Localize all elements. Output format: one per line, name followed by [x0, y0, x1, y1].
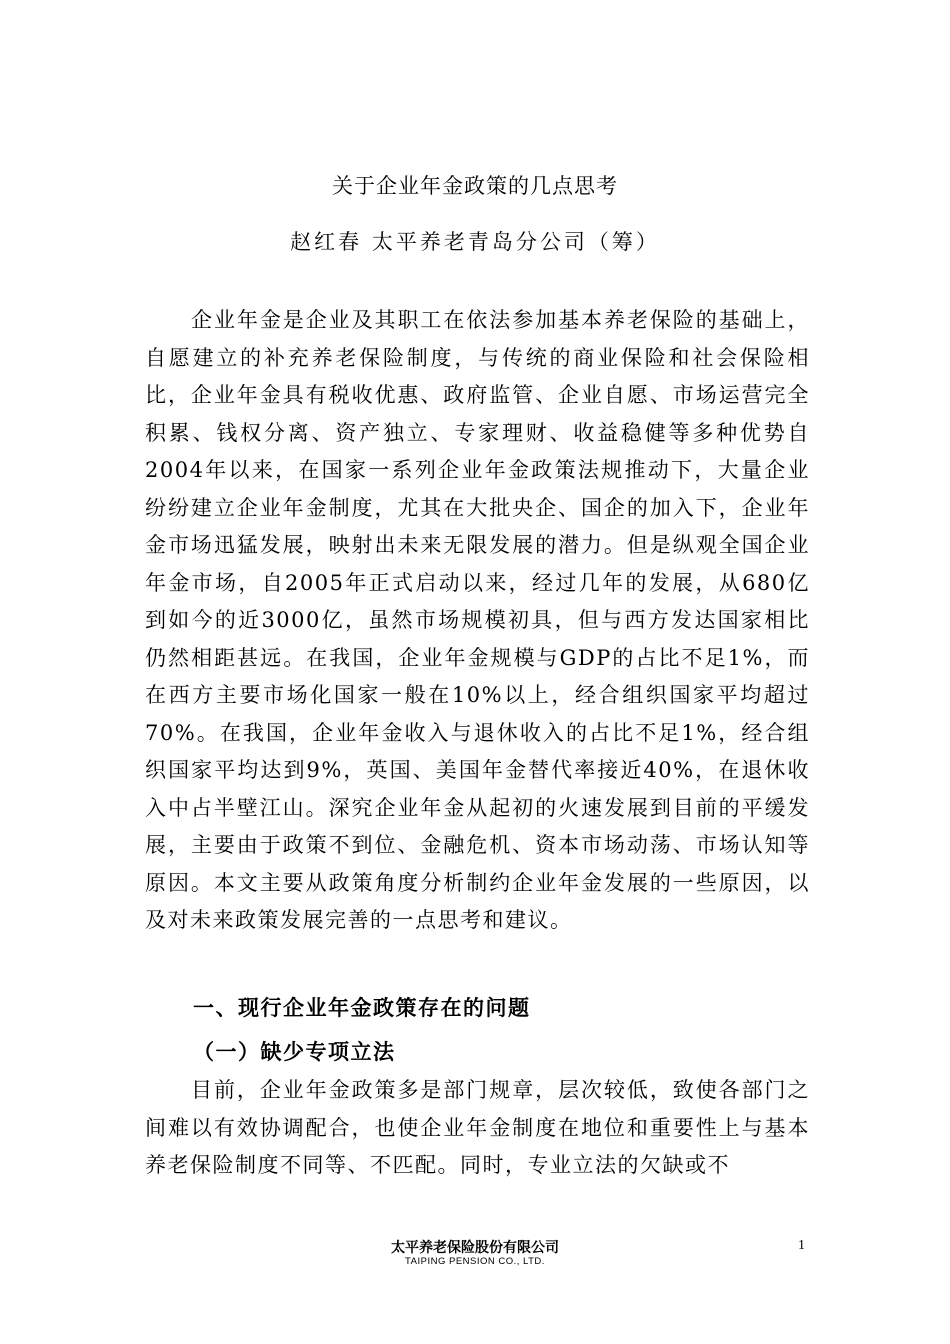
document-title: 关于企业年金政策的几点思考 [332, 174, 618, 198]
author-line: 赵红春 太平养老青岛分公司（筹） [290, 230, 660, 254]
footer-company-name-en: TAIPING PENSION CO., LTD. [405, 1256, 545, 1267]
page-number: 1 [798, 1238, 805, 1253]
section-heading: 一、现行企业年金政策存在的问题 [193, 996, 531, 1020]
footer-company-name: 太平养老保险股份有限公司 [391, 1240, 559, 1256]
intro-paragraph: 企业年金是企业及其职工在依法参加基本养老保险的基础上，自愿建立的补充养老保险制度，与传统的商业保险和社会保险相比，企业年金具有税收优惠、政府监管、企业自愿、市场运营完全积累、钱权分离、资产独立、专家理财、收益稳健等多种优势自2004年以来，在国家一系列企业年金政策法规推动下，大量企业纷纷建立企业年金制度，尤其在大批央企、国企的加入下，企业年金市场迅猛发展，映射出未来无限发展的潜力。但是纵观全国企业年金市场，自2005年正式启动以来，经过几年的发展，从680亿到如今的近3000亿，虽然市场规模初具，但与西方发达国家相比仍然相距甚远。在我国，企业年金规模与GDP的占比不足1%，而在西方主要市场化国家一般在10%以上，经合组织国家平均超过70%。在我国，企业年金收入与退休收入的占比不足1%，经合组织国家平均达到9%，英国、美国年金替代率接近40%，在退休收入中占半壁江山。深究企业年金从起初的火速发展到目前的平缓发展，主要由于政策不到位、金融危机、资本市场动荡、市场认知等原因。本文主要从政策角度分析制约企业年金发展的一些原因，以及对未来政策发展完善的一点思考和建议。 [145, 308, 810, 932]
body-paragraph: 目前，企业年金政策多是部门规章，层次较低，致使各部门之间难以有效协调配合，也使企业年金制度在地位和重要性上与基本养老保险制度不同等、不匹配。同时，专业立法的欠缺或不 [145, 1078, 810, 1177]
subsection-heading: （一）缺少专项立法 [193, 1040, 396, 1064]
